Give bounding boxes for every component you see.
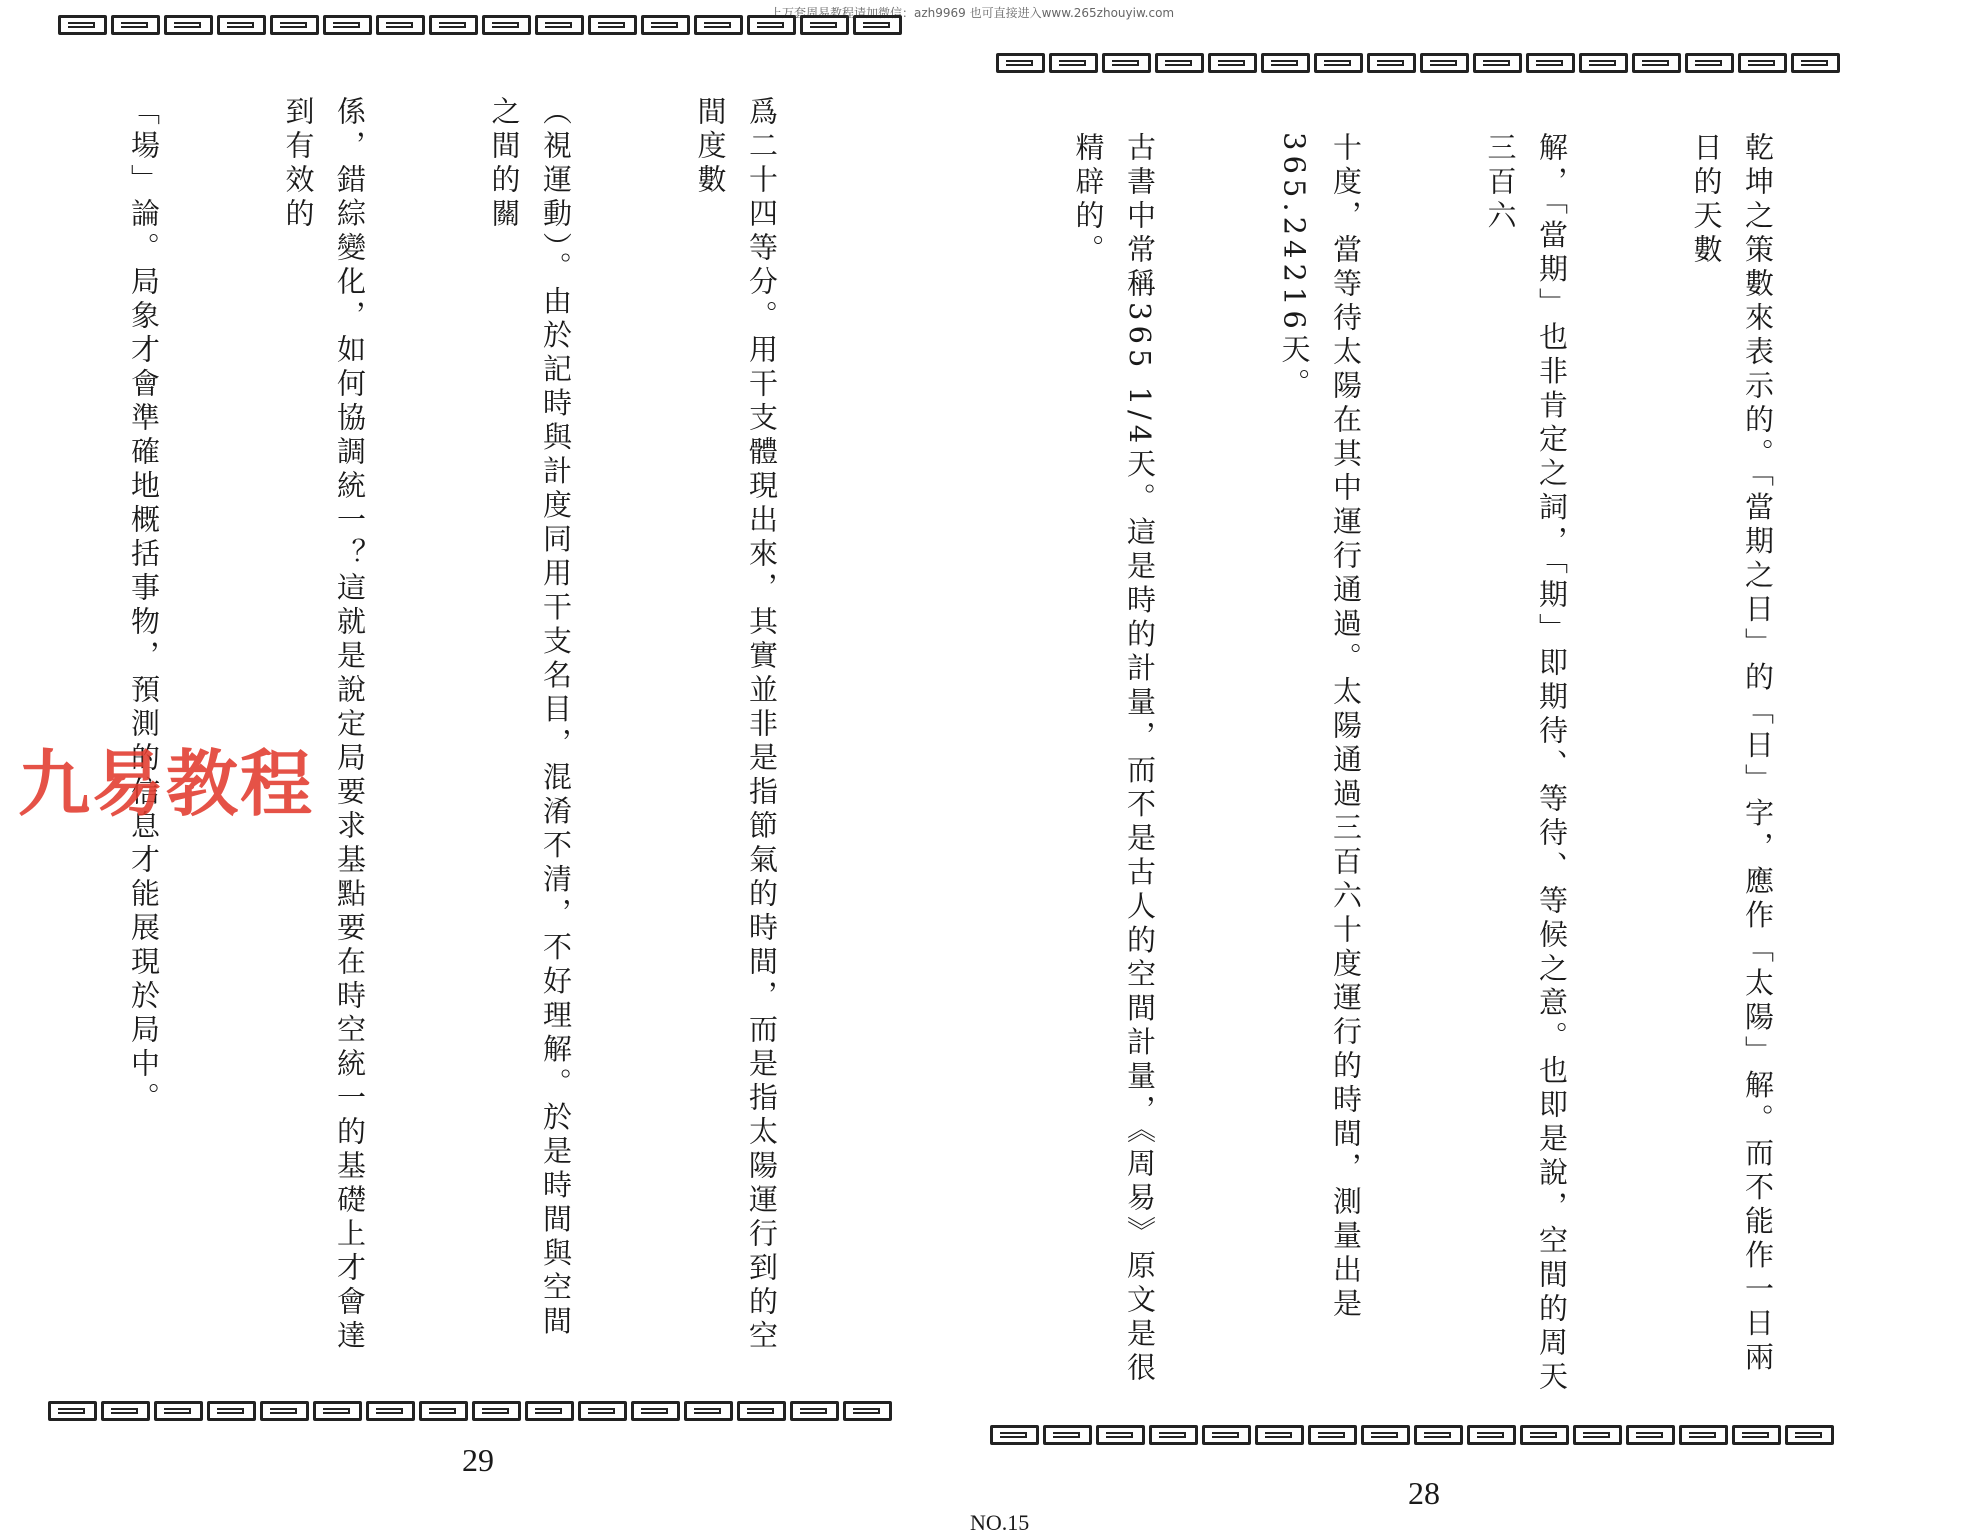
- text-column: 古書中常稱365 1/4天。這是時的計量，而不是古人的空間計量，《周易》原文是很精辟的。: [1071, 132, 1157, 1386]
- top-border-right: [996, 50, 1886, 76]
- text-column: 爲二十四等分。用干支體現出來，其實並非是指節氣的時間，而是指太陽運行到的空間度數: [693, 96, 779, 1354]
- right-page-text: [996, 132, 1886, 1408]
- watermark-text: 九易教程: [18, 742, 315, 826]
- bottom-border-right: [990, 1422, 1880, 1448]
- text-column: 十度，當等待太陽在其中運行通過。太陽通過三百六十度運行的時間，測量出是365.24216天。: [1277, 132, 1363, 1322]
- bottom-border-left: [48, 1398, 908, 1424]
- page-number: 28: [1408, 1475, 1440, 1511]
- text-column: 係，錯綜變化，如何協調統一？這就是說定局要求基點要在時空統一的基礎上才會達到有效的: [281, 96, 367, 1354]
- volume-label: NO.15: [970, 1510, 1030, 1535]
- text-column: （視運動）。由於記時與計度同用干支名目，混淆不清，不好理解。於是時間與空間之間的關: [487, 96, 573, 1340]
- top-border-left: [58, 12, 924, 38]
- text-column: 「場」論。局象才會準確地概括事物，預測的信息才能展現於局中。: [127, 96, 161, 1116]
- text-column: 解，「當期」也非肯定之詞，「期」即期待、等待、等候之意。也即是說，空間的周天三百六: [1483, 132, 1569, 1395]
- page-number: 29: [462, 1442, 494, 1478]
- top-banner-text: 上万套周易教程请加微信：azh9969 也可直接进入www.265zhouyiw.com: [770, 6, 1175, 20]
- right-page: [960, 0, 1986, 1539]
- text-column: 乾坤之策數來表示的。「當期之日」的「日」字，應作「太陽」解。而不能作一日兩日的天數: [1689, 132, 1775, 1376]
